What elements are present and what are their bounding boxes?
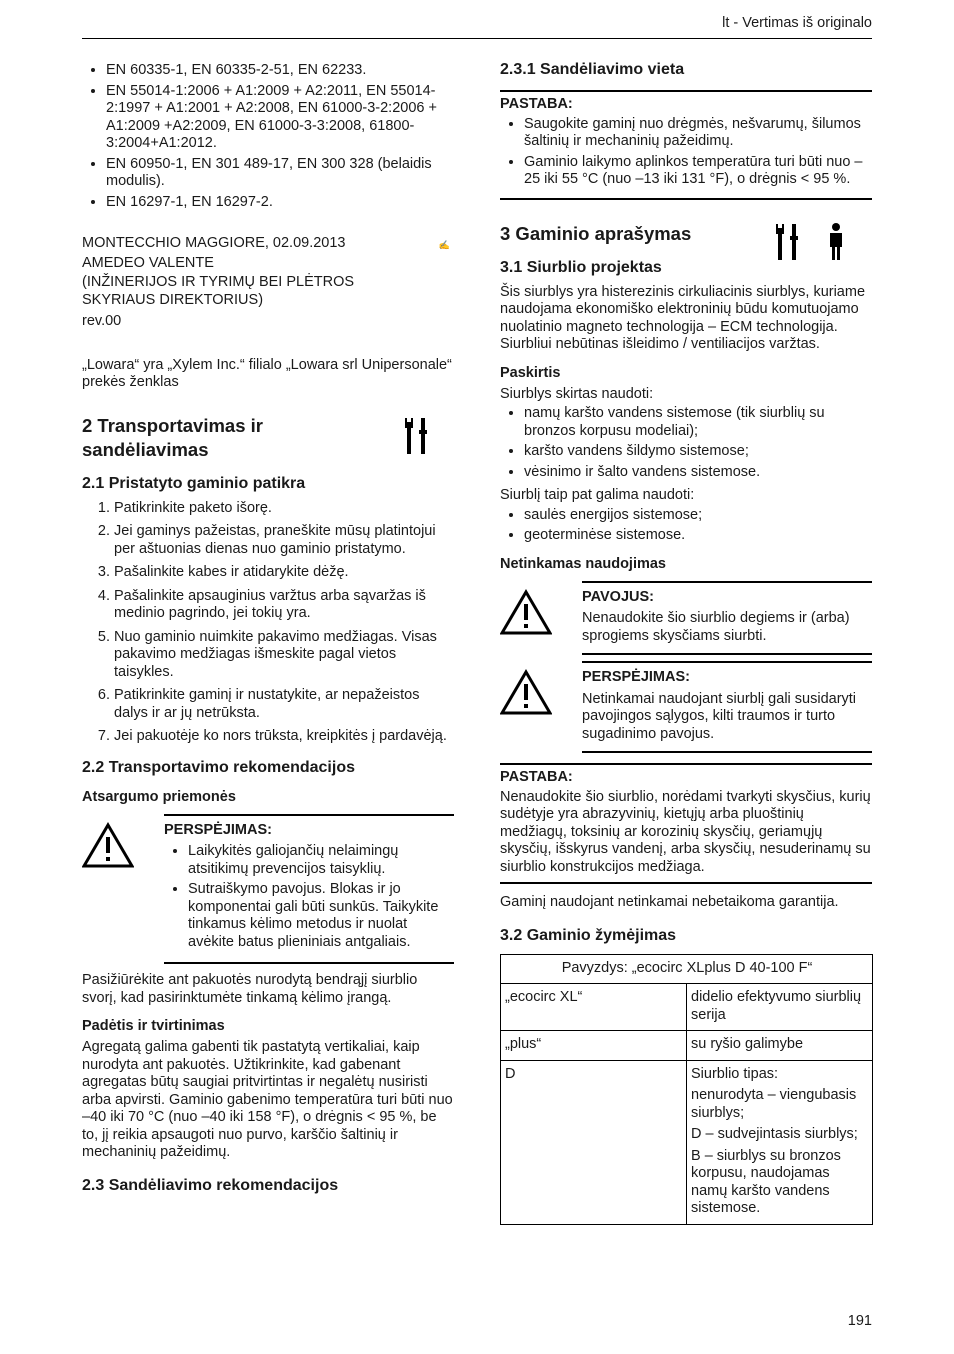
list-item: • EN 60950-1, EN 301 489-17, EN 300 328 (belaidis modulis). <box>106 156 454 191</box>
danger-title: PAVOJUS: <box>582 588 654 605</box>
purpose-intro: Siurblys skirtas naudoti: <box>500 385 654 402</box>
list-item: 4. Pašalinkite apsauginius varžtus arba sąvaržas iš medinio pagrindo, jei tokių yra. <box>114 588 454 623</box>
purpose-list <box>500 405 872 481</box>
note-title: PASTABA: <box>500 96 573 112</box>
section-3-2-title: 3.2 Gaminio žymėjimas <box>500 926 677 944</box>
section-2-3-title: 2.3 Sandėliavimo rekomendacijos <box>82 1176 339 1194</box>
signature-role: (INŽINERIJOS IR TYRIMŲ BEI PLĖTROS SKYRIAUS DIREKTORIUS) <box>82 274 355 308</box>
list-item: • Sutraiškymo pavojus. Blokas ir jo komponentai gali būti sunkūs. Taikykite tinkamus kėlimo metodus ir nuolat avėkite batus plieniniais antgaliais. <box>188 881 454 951</box>
warning-triangle-icon <box>500 669 552 715</box>
note-title: PASTABA: <box>500 769 573 785</box>
table-cell-line: D – sudvejintasis siurblys; <box>691 1126 858 1142</box>
list-item: • EN 60335-1, EN 60335-2-51, EN 62233. <box>106 62 454 80</box>
note-box <box>500 90 872 200</box>
standards-list <box>82 62 454 211</box>
list-item: 5. Nuo gaminio nuimkite pakavimo medžiagas. Visas pakavimo medžiagas išmeskite pagal vietos taisykles. <box>114 629 454 682</box>
position-text: Agregatą galima gabenti tik pastatytą vertikaliai, kaip nurodyta ant pakuotės. Užtikrinkite, kad gabenant agregatas būtų saugiai pritvirtintas ir negalėtų nusiristi arba apvirsti. Gaminio gabenimo temperatūra turi būti nuo –40 iki 70 °C (nuo –40 iki 158 °F), o drėgnis < 95 %, be to, jį reikia apsaugoti nuo purvo, karščio šaltinių ir mechaninių pažeidimų. <box>82 1039 453 1160</box>
signature-block <box>82 235 454 331</box>
trademark-text: „Lowara“ yra „Xylem Inc.“ filialo „Lowara srl Unipersonale“ prekės ženklas <box>82 356 452 390</box>
warning-title: PERSPĖJIMAS: <box>582 669 690 685</box>
section-2-2-title: 2.2 Transportavimo rekomendacijos <box>82 758 355 776</box>
table-cell: D <box>501 1060 687 1224</box>
also-intro: Siurblį taip pat galima naudoti: <box>500 487 695 503</box>
also-list <box>500 507 872 545</box>
list-item: • Saugokite gaminį nuo drėgmės, nešvarumų, šilumos šaltinių ir mechaninių pažeidimų. <box>524 116 872 151</box>
list-item: 3. Pašalinkite kabes ir atidarykite dėžę. <box>114 564 454 582</box>
danger-box <box>500 581 872 656</box>
left-column <box>82 58 454 1202</box>
list-item: 2. Jei gaminys pažeistas, praneškite mūsų platintojui per aštuonias dienas nuo gaminio pristatymo. <box>114 523 454 558</box>
table-row <box>501 1060 873 1224</box>
signature-scribble-icon: ✍ <box>438 240 450 250</box>
list-item: 6. Patikrinkite gaminį ir nustatykite, ar nepažeistos dalys ir ar jų netrūksta. <box>114 687 454 722</box>
section-2-title: 2 Transportavimas ir sandėliavimas <box>82 414 263 460</box>
danger-text: Nenaudokite šio siurblio degiems ir (arba) sprogiems skysčiams siurbti. <box>582 610 850 644</box>
table-cell-line: Siurblio tipas: <box>691 1065 779 1082</box>
tools-icon <box>775 222 801 262</box>
table-cell-line: B – siurblys su bronzos korpusu, naudojamas namų karšto vandens sistemose. <box>691 1147 841 1216</box>
list-item: 7. Jei pakuotėje ko nors trūksta, kreipkitės į pardavėją. <box>114 728 454 746</box>
warning-box <box>500 661 872 753</box>
table-row <box>501 1031 873 1061</box>
table-cell-line: nenurodyta – viengubasis siurblys; <box>691 1087 857 1121</box>
list-item: • EN 16297-1, EN 16297-2. <box>106 194 454 212</box>
weight-text: Pasižiūrėkite ant pakuotės nurodytą bendrąjį siurblio svorį, kad pasirinktumėte tinkamą kėlimo įrangą. <box>82 972 418 1006</box>
table-row <box>501 984 873 1031</box>
list-item: • namų karšto vandens sistemose (tik siurblių su bronzos korpusu modeliai); <box>524 405 872 440</box>
position-title: Padėtis ir tvirtinimas <box>82 1018 225 1034</box>
section-3-title: 3 Gaminio aprašymas <box>500 222 692 244</box>
table-cell: didelio efektyvumo siurblių serija <box>687 984 873 1031</box>
list-item: • geoterminėse sistemose. <box>524 527 872 545</box>
warning-box <box>82 814 454 965</box>
warning-triangle-icon <box>500 589 552 635</box>
list-item: • EN 55014-1:2006 + A1:2009 + A2:2011, EN 55014-2:1997 + A1:2001 + A2:2008, EN 61000-3-2:2006 + A1:2009 +A2:2009, EN 61000-3-3:2008, 61800-3:2004+A1:2012. <box>106 83 454 153</box>
precautions-title: Atsargumo priemonės <box>82 788 236 805</box>
signature-name: AMEDEO VALENTE <box>82 254 214 271</box>
table-cell: „plus“ <box>501 1031 687 1061</box>
signature-rev: rev.00 <box>82 313 122 329</box>
table-cell <box>687 1060 873 1224</box>
misuse-title: Netinkamas naudojimas <box>500 555 666 572</box>
list-item: • Gaminio laikymo aplinkos temperatūra turi būti nuo –25 iki 55 °C (nuo –13 iki 131 °F), o drėgnis < 95 %. <box>524 154 872 189</box>
note-text: Nenaudokite šio siurblio, norėdami tvarkyti skysčius, kurių sudėtyje yra abrazyvinių, kietųjų arba pluoštinių medžiagų, toksinių ar korozinių skysčių, geriamųjų skysčių, išskyrus vandenį, arba skysčių, nesuderinamų su siurblio konstrukcijos medžiaga. <box>500 788 871 875</box>
purpose-title: Paskirtis <box>500 364 561 381</box>
tools-icon <box>404 416 430 456</box>
page-number: 191 <box>847 1313 872 1329</box>
list-item: • karšto vandens šildymo sistemose; <box>524 443 872 461</box>
designation-table <box>500 954 873 1225</box>
table-header: Pavyzdys: „ecocirc XLplus D 40-100 F“ <box>501 954 873 984</box>
section-3-1-text: Šis siurblys yra histerezinis cirkuliacinis siurblys, kuriame naudojama ekonomiško elektroninių būdu komutuojamo nuolatinio magneto technologija – ECM technologija. Siurbliui nebūtinas išleidimo / ventiliacijos varžtas. <box>500 283 866 352</box>
warning-text: Netinkamai naudojant siurblį gali susidaryti pavojingos sąlygos, kilti traumos ir turto sugadinimo pavojus. <box>582 690 857 742</box>
inspection-steps <box>82 500 454 746</box>
section-3-1-title: 3.1 Siurblio projektas <box>500 258 662 276</box>
page-header <box>82 14 872 39</box>
header-title: lt - Vertimas iš originalo <box>722 15 872 31</box>
signature-place-date: MONTECCHIO MAGGIORE, 02.09.2013 <box>82 235 346 251</box>
right-column <box>500 58 872 1225</box>
note-box <box>500 763 872 884</box>
list-item: • saulės energijos sistemose; <box>524 507 872 525</box>
warning-title: PERSPĖJIMAS: <box>164 821 272 838</box>
section-2-3-1-title: 2.3.1 Sandėliavimo vieta <box>500 61 685 78</box>
section-2-1-title: 2.1 Pristatyto gaminio patikra <box>82 474 306 492</box>
list-item: • vėsinimo ir šalto vandens sistemose. <box>524 464 872 482</box>
warning-triangle-icon <box>82 822 134 868</box>
table-cell: su ryšio galimybe <box>687 1031 873 1061</box>
warranty-text: Gaminį naudojant netinkamai nebetaikoma garantija. <box>500 894 839 910</box>
list-item: • Laikykitės galiojančių nelaimingų atsitikimų prevencijos taisyklių. <box>188 843 454 878</box>
table-cell: „ecocirc XL“ <box>501 984 687 1031</box>
list-item: 1. Patikrinkite paketo išorę. <box>114 500 454 518</box>
person-icon <box>826 222 846 262</box>
